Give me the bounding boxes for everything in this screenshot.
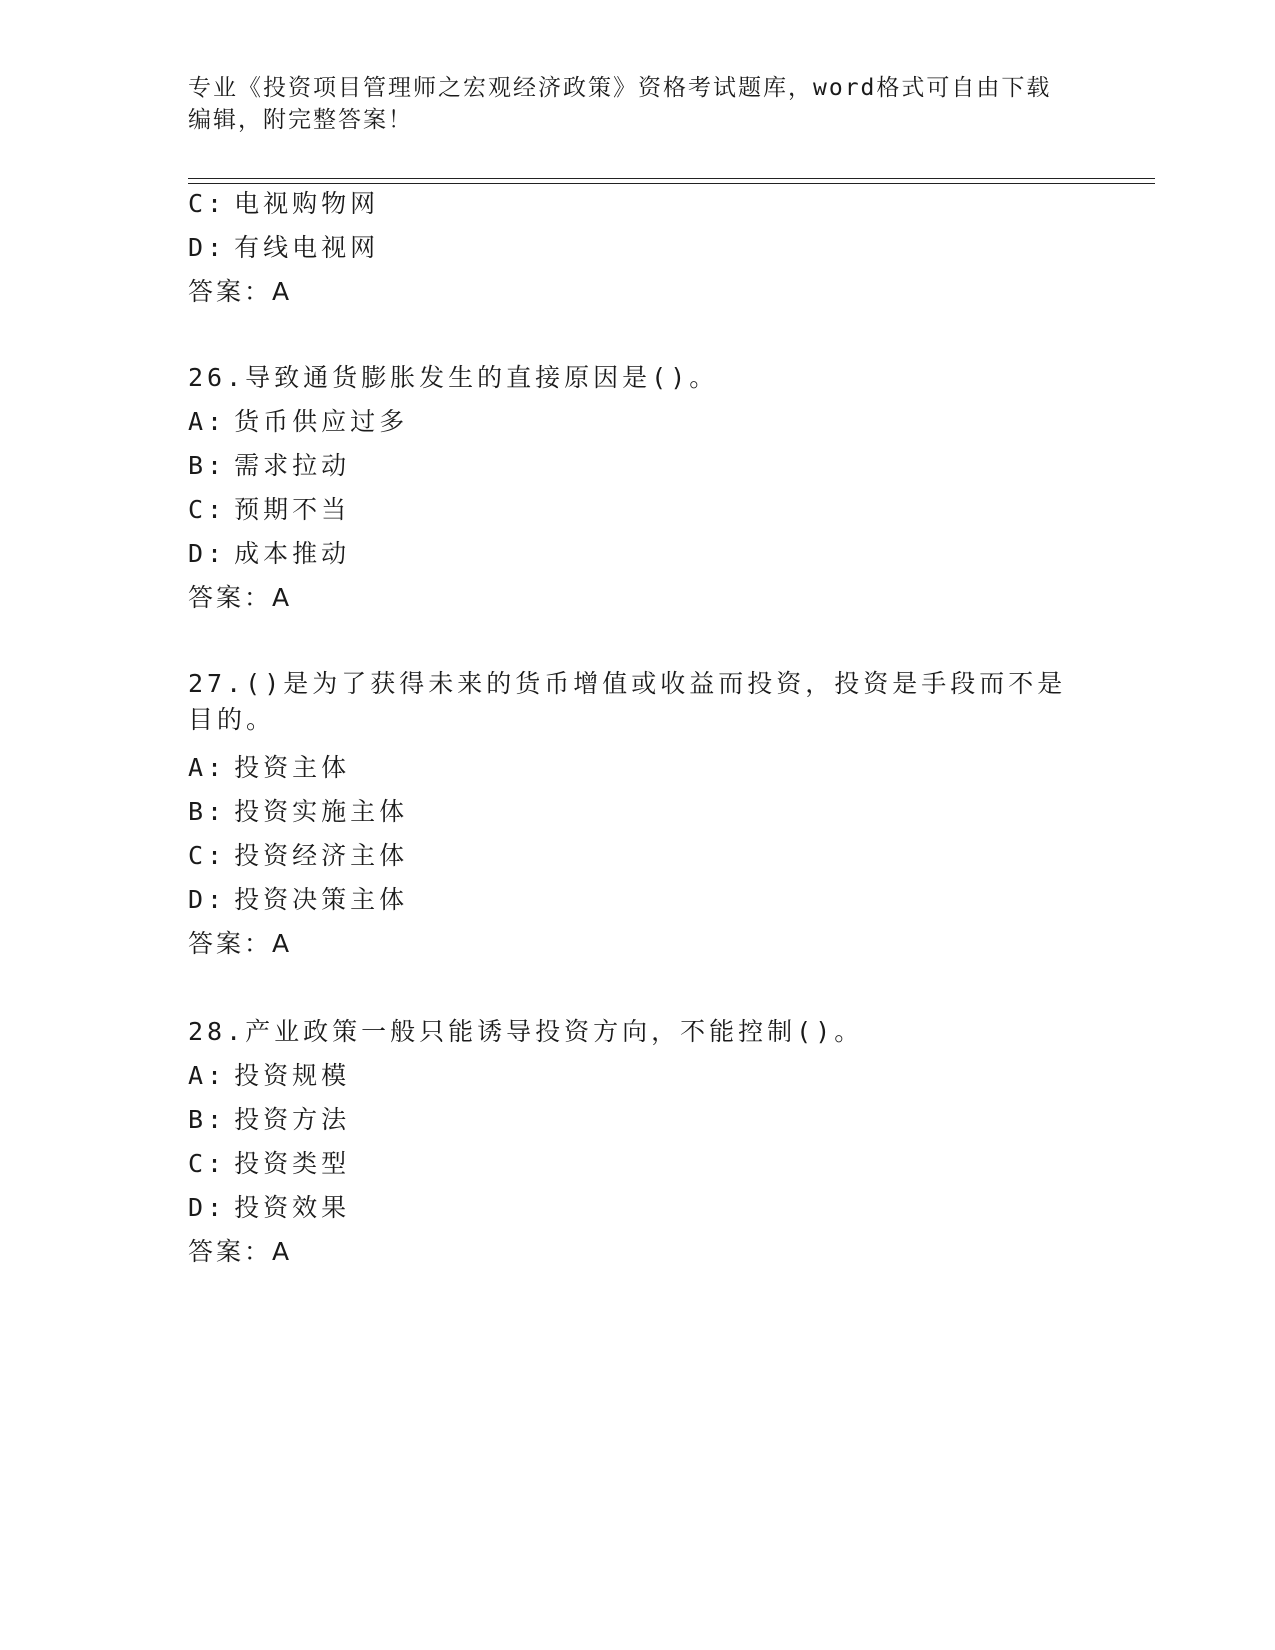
option-line [188,538,350,570]
option-key: C: [188,1149,227,1178]
option-line [188,1192,350,1224]
option-text: 投资实施主体 [234,797,409,826]
option-line [188,840,408,872]
option-line [188,1060,350,1092]
option-line [188,450,350,482]
option-key: A: [188,407,227,436]
option-key: D: [188,885,227,914]
option-line [188,796,408,828]
question-stem: 27.()是为了获得未来的货币增值或收益而投资，投资是手段而不是目的。 [188,669,1067,734]
option-line [188,884,408,916]
option-text: 投资主体 [234,753,351,782]
option-key: C: [188,189,227,218]
option-text: 投资效果 [234,1193,351,1222]
option-text: 投资经济主体 [234,841,409,870]
option-key: B: [188,1105,227,1134]
option-key: C: [188,841,227,870]
header-divider-top [188,178,1155,179]
option-text: 投资方法 [234,1105,351,1134]
option-line [188,1104,350,1136]
option-key: B: [188,797,227,826]
question-stem: 28.产业政策一般只能诱导投资方向，不能控制()。 [188,1017,864,1046]
option-key: D: [188,539,227,568]
option-line [188,406,408,438]
option-line [188,752,350,784]
option-line [188,188,379,220]
option-text: 货币供应过多 [234,407,409,436]
option-text: 电视购物网 [234,189,380,218]
document-header-text: 专业《投资项目管理师之宏观经济政策》资格考试题库，word格式可自由下载编辑，附完整答案！ [188,75,1052,133]
answer-line: 答案：A [188,277,293,306]
option-key: C: [188,495,227,524]
option-text: 有线电视网 [234,233,380,262]
option-text: 需求拉动 [234,451,351,480]
answer-line: 答案：A [188,929,293,958]
option-key: A: [188,1061,227,1090]
option-key: B: [188,451,227,480]
option-line [188,1148,350,1180]
option-key: D: [188,1193,227,1222]
option-key: D: [188,233,227,262]
answer-line: 答案：A [188,583,293,612]
header-divider-bottom [188,183,1155,184]
option-key: A: [188,753,227,782]
option-text: 投资类型 [234,1149,351,1178]
option-text: 成本推动 [234,539,351,568]
option-text: 投资规模 [234,1061,351,1090]
option-line [188,494,350,526]
option-text: 投资决策主体 [234,885,409,914]
question-stem: 26.导致通货膨胀发生的直接原因是()。 [188,363,719,392]
answer-line: 答案：A [188,1237,293,1266]
option-line [188,232,379,264]
option-text: 预期不当 [234,495,351,524]
